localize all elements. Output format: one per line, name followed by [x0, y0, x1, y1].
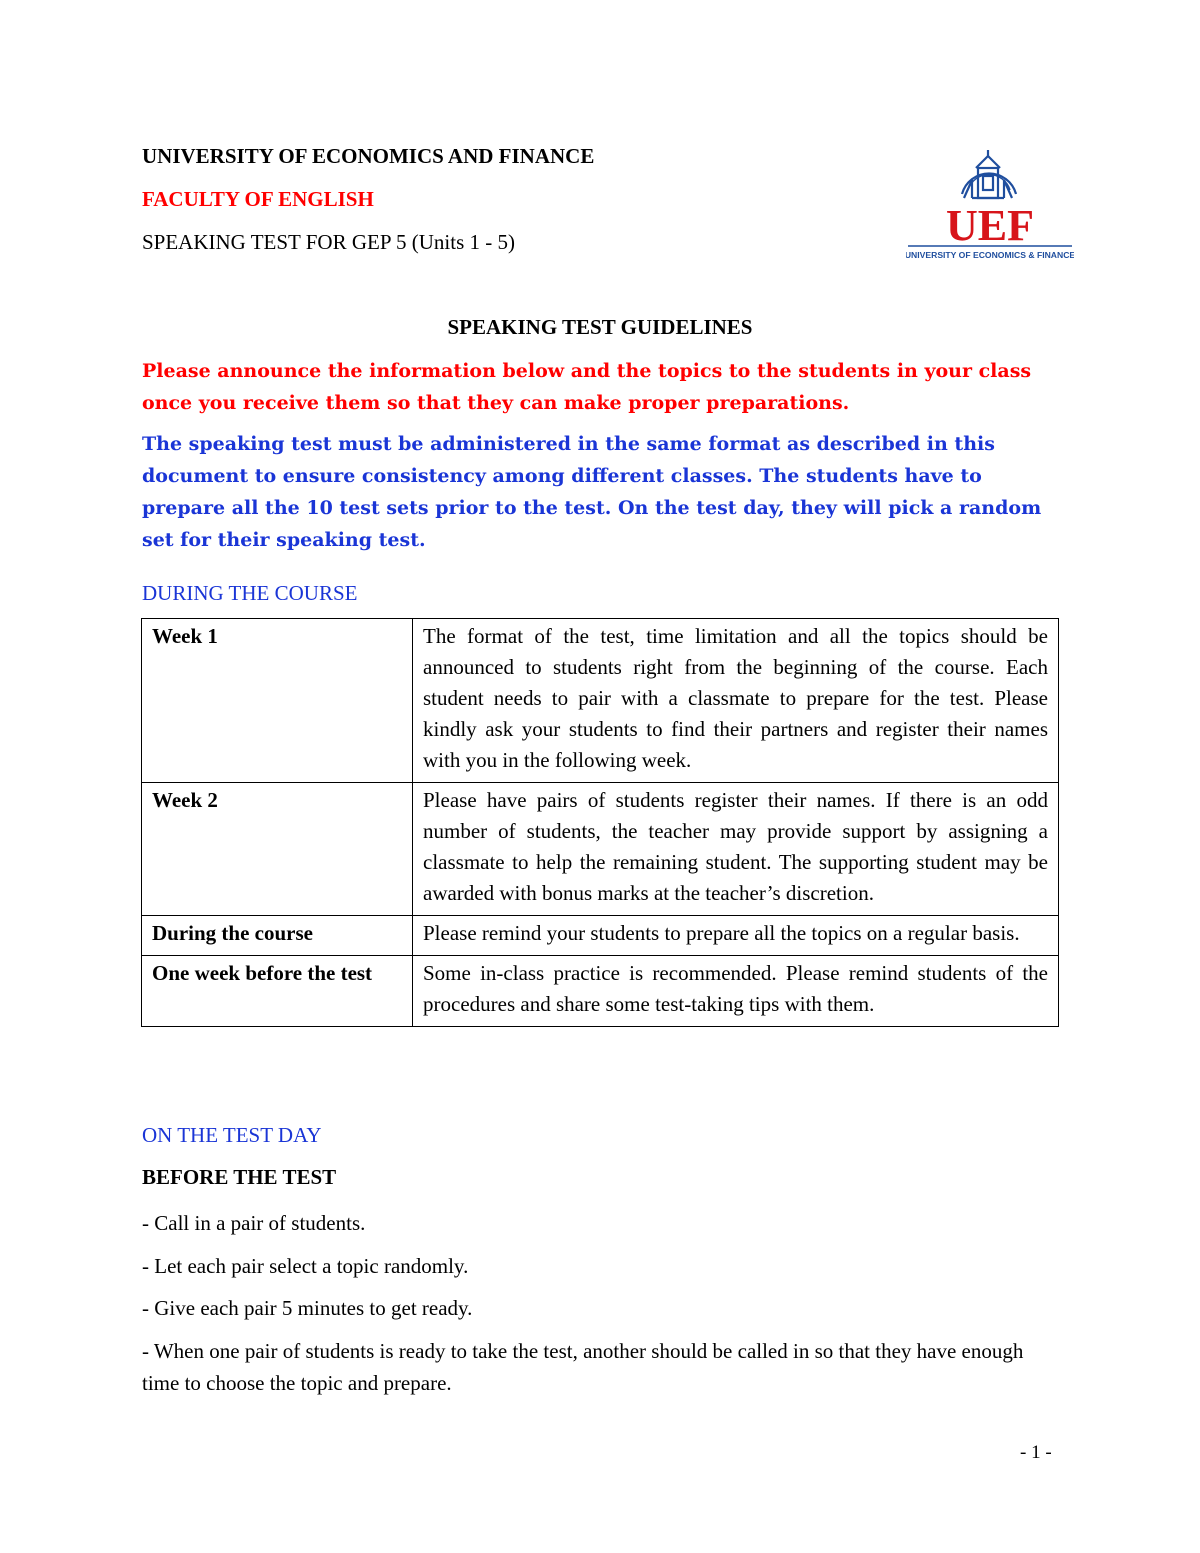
row-label: During the course [142, 916, 413, 956]
uef-logo-graphic [906, 146, 1074, 264]
test-name: SPEAKING TEST FOR GEP 5 (Units 1 - 5) [142, 230, 515, 254]
row-label: Week 2 [142, 783, 413, 916]
page-number: - 1 - [1020, 1442, 1052, 1463]
row-description: Please remind your students to prepare all the topics on a regular basis. [413, 916, 1059, 956]
list-item: - Let each pair select a topic randomly. [142, 1254, 469, 1278]
logo-subtitle: UNIVERSITY OF ECONOMICS & FINANCE [906, 250, 1074, 260]
logo-wordmark: UEF [946, 201, 1034, 250]
during-course-heading: DURING THE COURSE [142, 581, 358, 605]
notice-red: Please announce the information below and the topics to the students in your class once you receive them so that they can make proper preparations. [142, 360, 1032, 414]
faculty-name: FACULTY OF ENGLISH [142, 187, 374, 211]
building-emblem-icon [962, 150, 1016, 198]
table-row [142, 783, 1059, 916]
list-item: - Give each pair 5 minutes to get ready. [142, 1296, 473, 1320]
row-label: Week 1 [142, 619, 413, 783]
row-description: Please have pairs of students register their names. If there is an odd number of students, the teacher may provide support by assigning a classmate to help the remaining student. The supporting student may be awarded with bonus marks at the teacher’s discretion. [413, 783, 1059, 916]
list-item: - When one pair of students is ready to take the test, another should be called in so that they have enough time to choose the topic and prepare. [142, 1339, 1024, 1395]
before-test-heading: BEFORE THE TEST [142, 1165, 337, 1189]
table-row [142, 619, 1059, 783]
test-day-heading: ON THE TEST DAY [142, 1123, 322, 1147]
row-description: Some in-class practice is recommended. Please remind students of the procedures and share some test-taking tips with them. [413, 956, 1059, 1027]
course-schedule-table [141, 618, 1059, 1027]
document-title: SPEAKING TEST GUIDELINES [447, 315, 753, 339]
row-description: The format of the test, time limitation and all the topics should be announced to students right from the beginning of the course. Each student needs to pair with a classmate to prepare for the test. Please kindly ask your students to find their partners and register their names with you in the following week. [413, 619, 1059, 783]
row-label: One week before the test [142, 956, 413, 1027]
university-name: UNIVERSITY OF ECONOMICS AND FINANCE [142, 144, 595, 168]
notice-blue: The speaking test must be administered in the same format as described in this document to ensure consistency among different classes. The students have to prepare all the 10 test sets prior to the test. On the test day, they will pick a random set for their speaking test. [142, 433, 1042, 551]
uef-logo [906, 146, 1074, 264]
table-row [142, 956, 1059, 1027]
table-row [142, 916, 1059, 956]
list-item: - Call in a pair of students. [142, 1211, 366, 1235]
